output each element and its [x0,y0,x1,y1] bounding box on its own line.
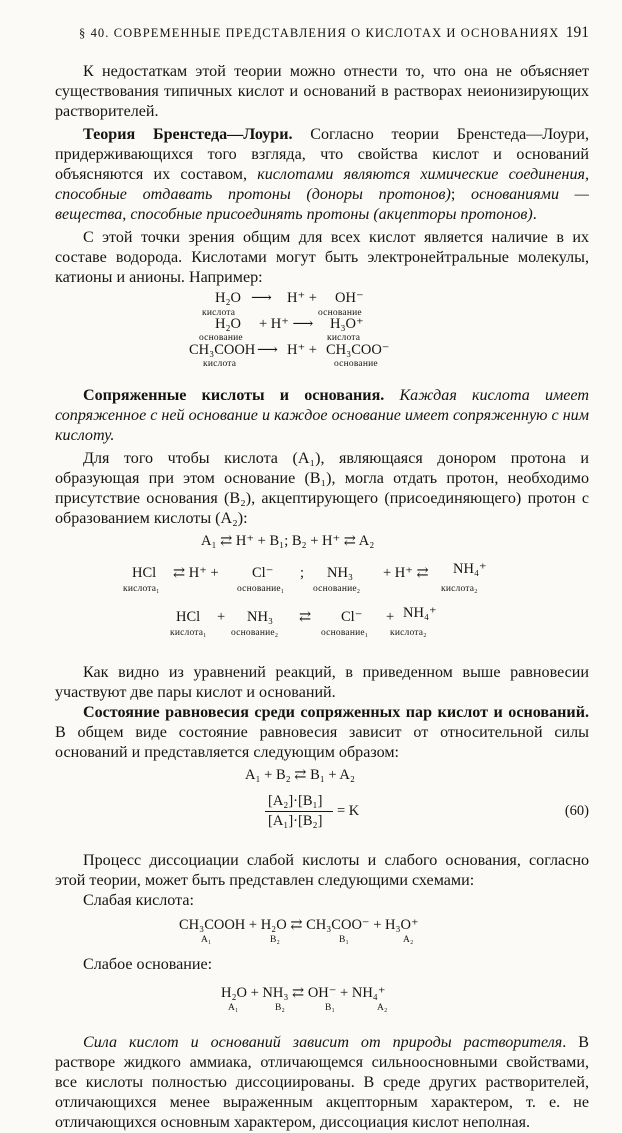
eq4-l1: A₁ [201,935,212,945]
eq1-r1-b: H⁺ + [287,290,317,306]
eq3-line1: A₁ + B₂ ⇄ B₁ + A₂ [245,767,355,783]
eq1-r1-lc: основание [318,308,362,318]
eq4-l3: B₁ [339,935,350,945]
p5-text: Для того чтобы кислота (A₁), являющаяся донором протона и образующая при этом основание (B₁), могла отдать протон, необходимо присутствие основания (B₂), акцептирующего (присоединяющего) протон с образованием кислоты (A₂): [55,450,589,527]
eq1-r3-la: кислота [203,359,237,369]
eq2-r3-hcl: HCl [176,609,201,625]
header-title: § 40. СОВРЕМЕННЫЕ ПРЕДСТАВЛЕНИЯ О КИСЛОТАХ И ОСНОВАНИЯХ [79,26,560,40]
eq1-r2-b: H₃O⁺ [330,316,364,332]
eq2-line1: A₁ ⇄ H⁺ + B₁; B₂ + H⁺ ⇄ A₂ [201,533,375,549]
eq1-r1-c: OH⁻ [335,290,364,306]
eq2-l-cl: основание₁ [237,584,285,594]
eq1-r2-lb: кислота [327,333,361,343]
equation-block-1 [55,288,589,372]
paragraph-8 [55,851,589,891]
p7-heading: Состояние равновесия среди сопряженных пар кислот и оснований. [83,704,589,721]
eq2-h-plus: ⇄ H⁺ + [173,565,219,581]
eq2-r3-cl: Cl⁻ [341,609,363,625]
eq1-r1-la: кислота [202,308,236,318]
p2-italic-b: основаниями — вещества, способные присоединять протоны (акцепторы протонов) [55,186,589,223]
running-header [55,24,589,46]
eq2-l-nh4: кислота₂ [441,584,478,594]
equation-weak-acid [55,911,589,949]
page [55,24,589,1133]
p2-text-a: Согласно теории Бренстеда—Лоури, придерживающихся того взгляда, что свойства кислот и оснований объясняются их составом, [55,126,589,183]
paragraph-1 [55,62,589,122]
paragraph-equilibrium [55,703,589,763]
paragraph-solvent [55,1033,589,1133]
weak-base-label [55,955,589,975]
page-number: 191 [565,24,589,41]
weak-base-text: Слабое основание: [83,956,213,973]
eq2-r3-nh3: NH₃ [247,609,273,625]
eq5-l2: B₂ [275,1003,286,1013]
eq5-l4: A₂ [377,1003,388,1013]
eq2-plus-h: + H⁺ ⇄ [383,565,429,581]
eq2-l-hcl: кислота₁ [123,584,160,594]
eq1-r1-arrow: ⟶ [251,290,272,306]
eq1-r3-lc: основание [334,359,378,369]
eq5-text: H₂O + NH₃ ⇄ OH⁻ + NH₄⁺ [221,985,386,1001]
weak-acid-text: Слабая кислота: [83,892,194,909]
eq1-r3-a: CH₃COOH [189,342,256,358]
eq1-r2-a: H₂O [215,316,241,332]
paragraph-conjugate [55,386,589,446]
equation-number: (60) [564,803,589,819]
eq3-rhs: = K [337,803,360,819]
paragraph-5 [55,449,589,529]
eq1-r2-arrow: + H⁺ ⟶ [259,316,314,332]
eq3-denom: [A₁]·[B₂] [268,813,323,829]
p2-heading: Теория Бренстеда—Лоури. [83,126,293,143]
equation-block-2 [55,529,589,649]
p6-text: Как видно из уравнений реакций, в приведенном выше равновесии участвуют две пары кислот и оснований. [55,664,589,701]
eq1-r2-la: основание [199,333,243,343]
eq2-r3-l-nh4: кислота₂ [390,628,427,638]
p4-italic: Каждая кислота имеет сопряженное с ней основание и каждое основание имеет сопряженную с ним кислоту. [55,387,589,444]
eq2-r3-p2: + [386,609,395,625]
p3-text: С этой точки зрения общим для всех кислот является наличие в их составе водорода. Кислотами могут быть электронейтральные молекулы, катионы и анионы. Например: [55,229,589,286]
eq3-numer: [A₂]·[B₁] [268,793,323,809]
eq2-r3-l-hcl: кислота₁ [170,628,207,638]
eq5-l3: B₁ [325,1003,336,1013]
equation-weak-base [55,975,589,1019]
paragraph-3 [55,228,589,288]
eq2-semi: ; [300,565,305,581]
paragraph-bronsted-lowry [55,125,589,225]
p2-text-b: ; [450,186,472,203]
eq2-hcl: HCl [132,565,157,581]
eq2-nh3: NH₃ [327,565,353,581]
p2-text-c: . [532,206,537,223]
eq2-r3-l-nh3: основание₂ [231,628,279,638]
p9-text: . В растворе жидкого аммиака, отличающемся сильноосновными свойствами, все кислоты полностью диссоциированы. В среде других растворителей, отличающихся менее выраженным акцепторным характером, т. е. не отличающихся основным характером, диссоциация кислот неполная. [55,1034,589,1131]
eq5-l1: A₁ [228,1003,239,1013]
weak-acid-label [55,891,589,911]
p8-text: Процесс диссоциации слабой кислоты и слабого основания, согласно этой теории, может быть представлен следующими схемами: [55,852,589,889]
eq1-r1-a: H₂O [215,290,241,306]
eq2-nh4: NH₄⁺ [453,561,487,577]
equation-block-3 [55,763,589,833]
eq2-r3-arr: ⇄ [299,609,312,625]
eq1-r3-arrow: ⟶ [257,342,278,358]
p1-text: К недостаткам этой теории можно отнести то, что она не объясняет существования типичных кислот и оснований в растворах неионизирующих растворителей. [55,63,589,120]
p2-italic-a: кислотами являются химические соединения, способные отдавать протоны (доноры протонов) [55,166,590,203]
fraction-bar [265,811,333,812]
eq1-r3-b: H⁺ + [287,342,317,358]
eq1-r3-c: CH₃COO⁻ [326,342,390,358]
p4-heading: Сопряженные кислоты и основания. [83,387,385,404]
eq4-l2: B₂ [270,935,281,945]
eq2-r3-nh4: NH₄⁺ [403,605,437,621]
paragraph-6 [55,663,589,703]
eq4-l4: A₂ [403,935,414,945]
eq4-text: CH₃COOH + H₂O ⇄ CH₃COO⁻ + H₃O⁺ [179,917,419,933]
eq2-l-nh3: основание₂ [313,584,361,594]
eq2-cl: Cl⁻ [252,565,274,581]
eq2-r3-l-cl: основание₁ [321,628,369,638]
p7-text: В общем виде состояние равновесия зависит от относительной силы оснований и представляется следующим образом: [55,724,589,761]
eq2-r3-p1: + [217,609,226,625]
p9-italic: Сила кислот и оснований зависит от природы растворителя [83,1034,563,1051]
